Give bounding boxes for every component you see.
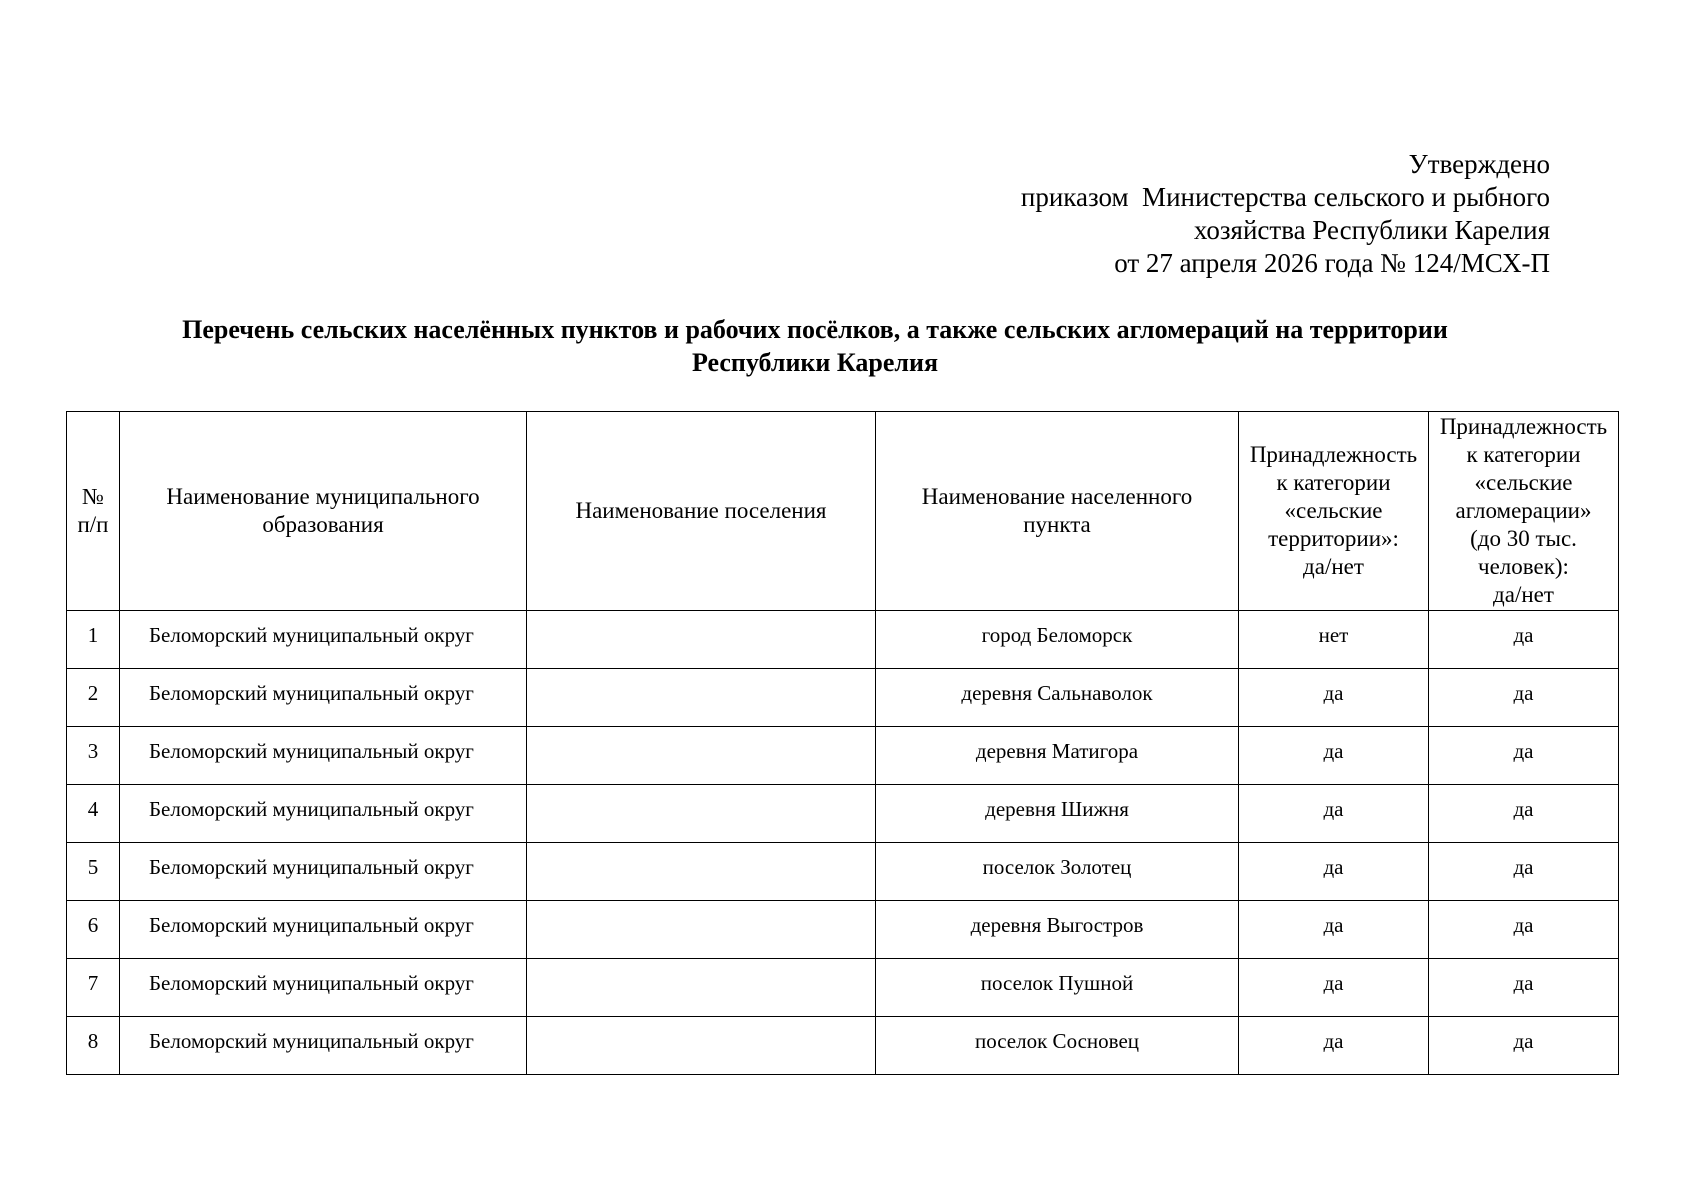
document-title-line-1: Перечень сельских населённых пунктов и рабочих посёлков, а также сельских агломераций на территории <box>182 315 1448 344</box>
header-text-line: человек): <box>1478 554 1569 579</box>
cell-num: 7 <box>67 959 120 1017</box>
header-text-line: № <box>82 484 104 509</box>
localities-table <box>66 411 1619 1075</box>
table-row <box>67 901 1619 959</box>
header-rural-territory <box>1239 412 1429 611</box>
cell-settlement <box>527 1017 876 1075</box>
header-settlement-text <box>575 497 826 525</box>
header-text-line: «сельские <box>1284 498 1383 523</box>
header-text-line: (до 30 тыс. <box>1470 526 1577 551</box>
header-text-line: «сельские <box>1474 470 1573 495</box>
cell-rural-agglomeration: да <box>1429 1017 1619 1075</box>
cell-municipality: Беломорский муниципальный округ <box>120 669 527 727</box>
cell-rural-territory: да <box>1239 901 1429 959</box>
cell-rural-territory: да <box>1239 669 1429 727</box>
cell-locality: поселок Золотец <box>876 843 1239 901</box>
header-text-line: Наименование муниципального <box>166 484 480 509</box>
cell-rural-agglomeration: да <box>1429 669 1619 727</box>
cell-locality: деревня Матигора <box>876 727 1239 785</box>
table-body <box>67 611 1619 1075</box>
table-row <box>67 727 1619 785</box>
header-text-line: Принадлежность <box>1249 442 1418 467</box>
table-row <box>67 1017 1619 1075</box>
cell-settlement <box>527 959 876 1017</box>
cell-rural-territory: да <box>1239 959 1429 1017</box>
cell-rural-territory: да <box>1239 727 1429 785</box>
cell-municipality: Беломорский муниципальный округ <box>120 611 527 669</box>
cell-rural-agglomeration: да <box>1429 611 1619 669</box>
header-text-line: Наименование населенного <box>921 484 1193 509</box>
table-row <box>67 843 1619 901</box>
cell-settlement <box>527 901 876 959</box>
cell-settlement <box>527 727 876 785</box>
cell-municipality: Беломорский муниципальный округ <box>120 901 527 959</box>
cell-num: 2 <box>67 669 120 727</box>
cell-locality: город Беломорск <box>876 611 1239 669</box>
table-row <box>67 785 1619 843</box>
cell-locality: деревня Шижня <box>876 785 1239 843</box>
cell-settlement <box>527 785 876 843</box>
cell-num: 5 <box>67 843 120 901</box>
cell-municipality: Беломорский муниципальный округ <box>120 959 527 1017</box>
document-title <box>100 313 1530 379</box>
header-text-line: агломерации» <box>1455 498 1592 523</box>
cell-num: 6 <box>67 901 120 959</box>
header-text-line: образования <box>262 512 384 537</box>
cell-rural-agglomeration: да <box>1429 785 1619 843</box>
header-text-line: Принадлежность <box>1439 414 1608 439</box>
header-rural-agglomeration-text <box>1440 413 1607 609</box>
header-text-line: территории»: <box>1268 526 1399 551</box>
cell-municipality: Беломорский муниципальный округ <box>120 785 527 843</box>
document-title-line-2: Республики Карелия <box>691 348 939 377</box>
cell-rural-territory: да <box>1239 785 1429 843</box>
cell-rural-territory: да <box>1239 1017 1429 1075</box>
cell-rural-agglomeration: да <box>1429 959 1619 1017</box>
header-settlement <box>527 412 876 611</box>
header-text-line: пункта <box>1023 512 1091 537</box>
header-num-text <box>77 483 108 539</box>
cell-settlement <box>527 843 876 901</box>
table-row <box>67 611 1619 669</box>
table-header-row <box>67 412 1619 611</box>
header-municipality-text <box>166 483 479 539</box>
cell-rural-agglomeration: да <box>1429 843 1619 901</box>
cell-num: 4 <box>67 785 120 843</box>
cell-num: 1 <box>67 611 120 669</box>
cell-locality: деревня Выгостров <box>876 901 1239 959</box>
header-text-line: да/нет <box>1303 554 1364 579</box>
header-text-line: к категории <box>1276 470 1391 495</box>
header-locality <box>876 412 1239 611</box>
approval-line-4: от 27 апреля 2026 года № 124/МСХ-П <box>1114 248 1550 278</box>
cell-locality: деревня Сальнаволок <box>876 669 1239 727</box>
cell-locality: поселок Пушной <box>876 959 1239 1017</box>
header-text-line: п/п <box>77 512 109 537</box>
table-row <box>67 669 1619 727</box>
approval-line-1: Утверждено <box>1408 149 1550 179</box>
approval-line-3: хозяйства Республики Карелия <box>1193 215 1550 245</box>
cell-locality: поселок Сосновец <box>876 1017 1239 1075</box>
header-text-line: да/нет <box>1493 582 1554 607</box>
cell-num: 8 <box>67 1017 120 1075</box>
header-text-line: Наименование поселения <box>575 498 827 523</box>
approval-line-2: приказом Министерства сельского и рыбного <box>1020 182 1550 212</box>
cell-municipality: Беломорский муниципальный округ <box>120 843 527 901</box>
cell-municipality: Беломорский муниципальный округ <box>120 1017 527 1075</box>
cell-municipality: Беломорский муниципальный округ <box>120 727 527 785</box>
approval-block <box>1021 148 1550 280</box>
cell-rural-territory: нет <box>1239 611 1429 669</box>
cell-rural-territory: да <box>1239 843 1429 901</box>
cell-settlement <box>527 611 876 669</box>
cell-num: 3 <box>67 727 120 785</box>
header-rural-territory-text <box>1250 441 1417 581</box>
table-row <box>67 959 1619 1017</box>
header-locality-text <box>922 483 1192 539</box>
cell-rural-agglomeration: да <box>1429 901 1619 959</box>
cell-settlement <box>527 669 876 727</box>
header-num <box>67 412 120 611</box>
header-text-line: к категории <box>1466 442 1581 467</box>
header-municipality <box>120 412 527 611</box>
header-rural-agglomeration <box>1429 412 1619 611</box>
cell-rural-agglomeration: да <box>1429 727 1619 785</box>
